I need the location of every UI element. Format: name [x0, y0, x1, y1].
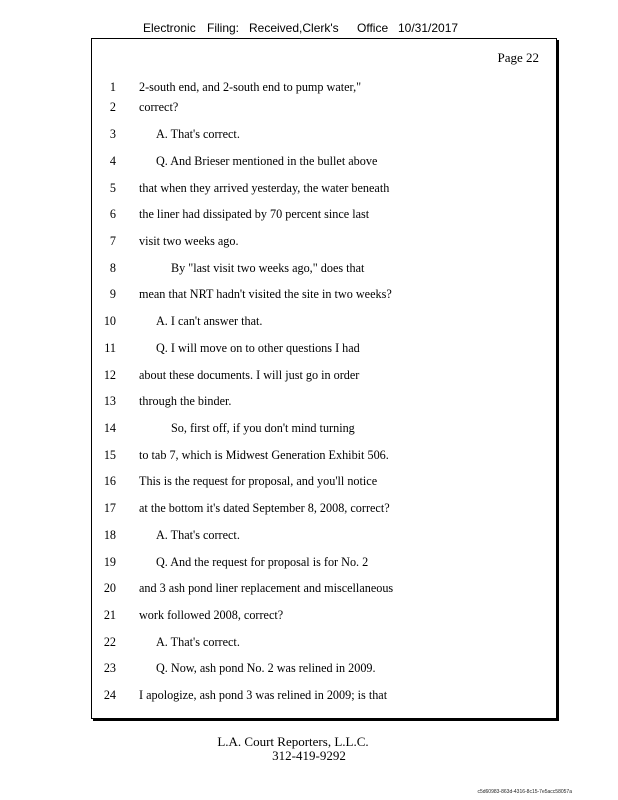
line-text: Q. And Brieser mentioned in the bullet above: [156, 154, 378, 168]
line-number: 22: [103, 635, 116, 649]
line-text: through the binder.: [139, 394, 232, 408]
line-text: correct?: [139, 100, 179, 114]
line-number: 11: [104, 341, 116, 355]
line-number: 4: [109, 154, 116, 168]
transcript-line: [92, 419, 556, 437]
line-text: A. That's correct.: [156, 635, 240, 649]
line-number: 24: [103, 688, 116, 702]
reporter-company: L.A. Court Reporters, L.L.C.: [217, 734, 369, 749]
line-number: 13: [103, 394, 116, 408]
line-number: 8: [109, 261, 116, 275]
line-number: 20: [103, 581, 116, 595]
transcript-line: [92, 606, 556, 624]
line-number: 15: [103, 448, 116, 462]
transcript-line: [92, 125, 556, 143]
line-number: 10: [103, 314, 116, 328]
line-number: 7: [109, 234, 116, 248]
line-text: mean that NRT hadn't visited the site in two weeks?: [139, 287, 392, 301]
line-number: 19: [103, 555, 116, 569]
line-text: This is the request for proposal, and you'll notice: [139, 474, 378, 488]
transcript-line: [92, 205, 556, 223]
header-date: 10/31/2017: [398, 21, 459, 35]
line-number: 12: [103, 368, 116, 382]
line-number: 14: [103, 421, 116, 435]
transcript-line: [92, 633, 556, 651]
transcript-line: [92, 78, 556, 96]
line-number: 23: [103, 661, 116, 675]
header-word-office: Office: [357, 21, 389, 35]
line-text: and 3 ash pond liner replacement and miscellaneous: [139, 581, 394, 595]
line-number: 1: [109, 80, 116, 94]
reporter-phone: 312-419-9292: [272, 748, 346, 763]
transcript-line: [92, 366, 556, 384]
line-number: 18: [103, 528, 116, 542]
line-number: 3: [109, 127, 116, 141]
line-number: 21: [103, 608, 116, 622]
header-word-electronic: Electronic: [143, 21, 196, 35]
line-text: I apologize, ash pond 3 was relined in 2009; is that: [139, 688, 388, 702]
line-text: Q. I will move on to other questions I had: [156, 341, 360, 355]
transcript-line: [92, 312, 556, 330]
line-text: So, first off, if you don't mind turning: [171, 421, 355, 435]
transcript-line: [92, 179, 556, 197]
line-text: A. I can't answer that.: [156, 314, 263, 328]
line-text: that when they arrived yesterday, the water beneath: [139, 181, 390, 195]
transcript-line: [92, 259, 556, 277]
line-text: Q. Now, ash pond No. 2 was relined in 2009.: [156, 661, 376, 675]
page-number: Page 22: [497, 50, 539, 65]
line-text: Q. And the request for proposal is for No. 2: [156, 555, 369, 569]
document-code: c5d60983-863d-4316-8c15-7e5acc58057a: [477, 789, 572, 795]
transcript-line: [92, 285, 556, 303]
line-text: the liner had dissipated by 70 percent since last: [139, 207, 370, 221]
transcript-line: [92, 339, 556, 357]
header-word-filing: Filing:: [207, 21, 240, 35]
line-text: 2-south end, and 2-south end to pump water,": [139, 80, 362, 94]
transcript-line: [92, 659, 556, 677]
transcript-line: [92, 472, 556, 490]
line-text: to tab 7, which is Midwest Generation Exhibit 506.: [139, 448, 389, 462]
transcript-line: [92, 232, 556, 250]
line-number: 17: [103, 501, 116, 515]
line-number: 9: [109, 287, 116, 301]
line-number: 16: [103, 474, 116, 488]
transcript-line: [92, 579, 556, 597]
line-text: visit two weeks ago.: [139, 234, 239, 248]
line-number: 5: [109, 181, 116, 195]
line-text: about these documents. I will just go in order: [139, 368, 360, 382]
transcript-line: [92, 446, 556, 464]
transcript-page: [91, 38, 557, 719]
transcript-line: [92, 686, 556, 704]
transcript-line: [92, 553, 556, 571]
line-text: A. That's correct.: [156, 127, 240, 141]
transcript-line: [92, 98, 556, 116]
transcript-line: [92, 152, 556, 170]
transcript-line: [92, 526, 556, 544]
line-number: 2: [109, 100, 116, 114]
line-text: at the bottom it's dated September 8, 2008, correct?: [139, 501, 390, 515]
line-number: 6: [109, 207, 116, 221]
line-text: A. That's correct.: [156, 528, 240, 542]
filing-header: [0, 21, 618, 37]
transcript-line: [92, 392, 556, 410]
header-word-received: Received,Clerk's: [249, 21, 339, 35]
line-text: By "last visit two weeks ago," does that: [171, 261, 365, 275]
transcript-line: [92, 499, 556, 517]
line-text: work followed 2008, correct?: [139, 608, 284, 622]
